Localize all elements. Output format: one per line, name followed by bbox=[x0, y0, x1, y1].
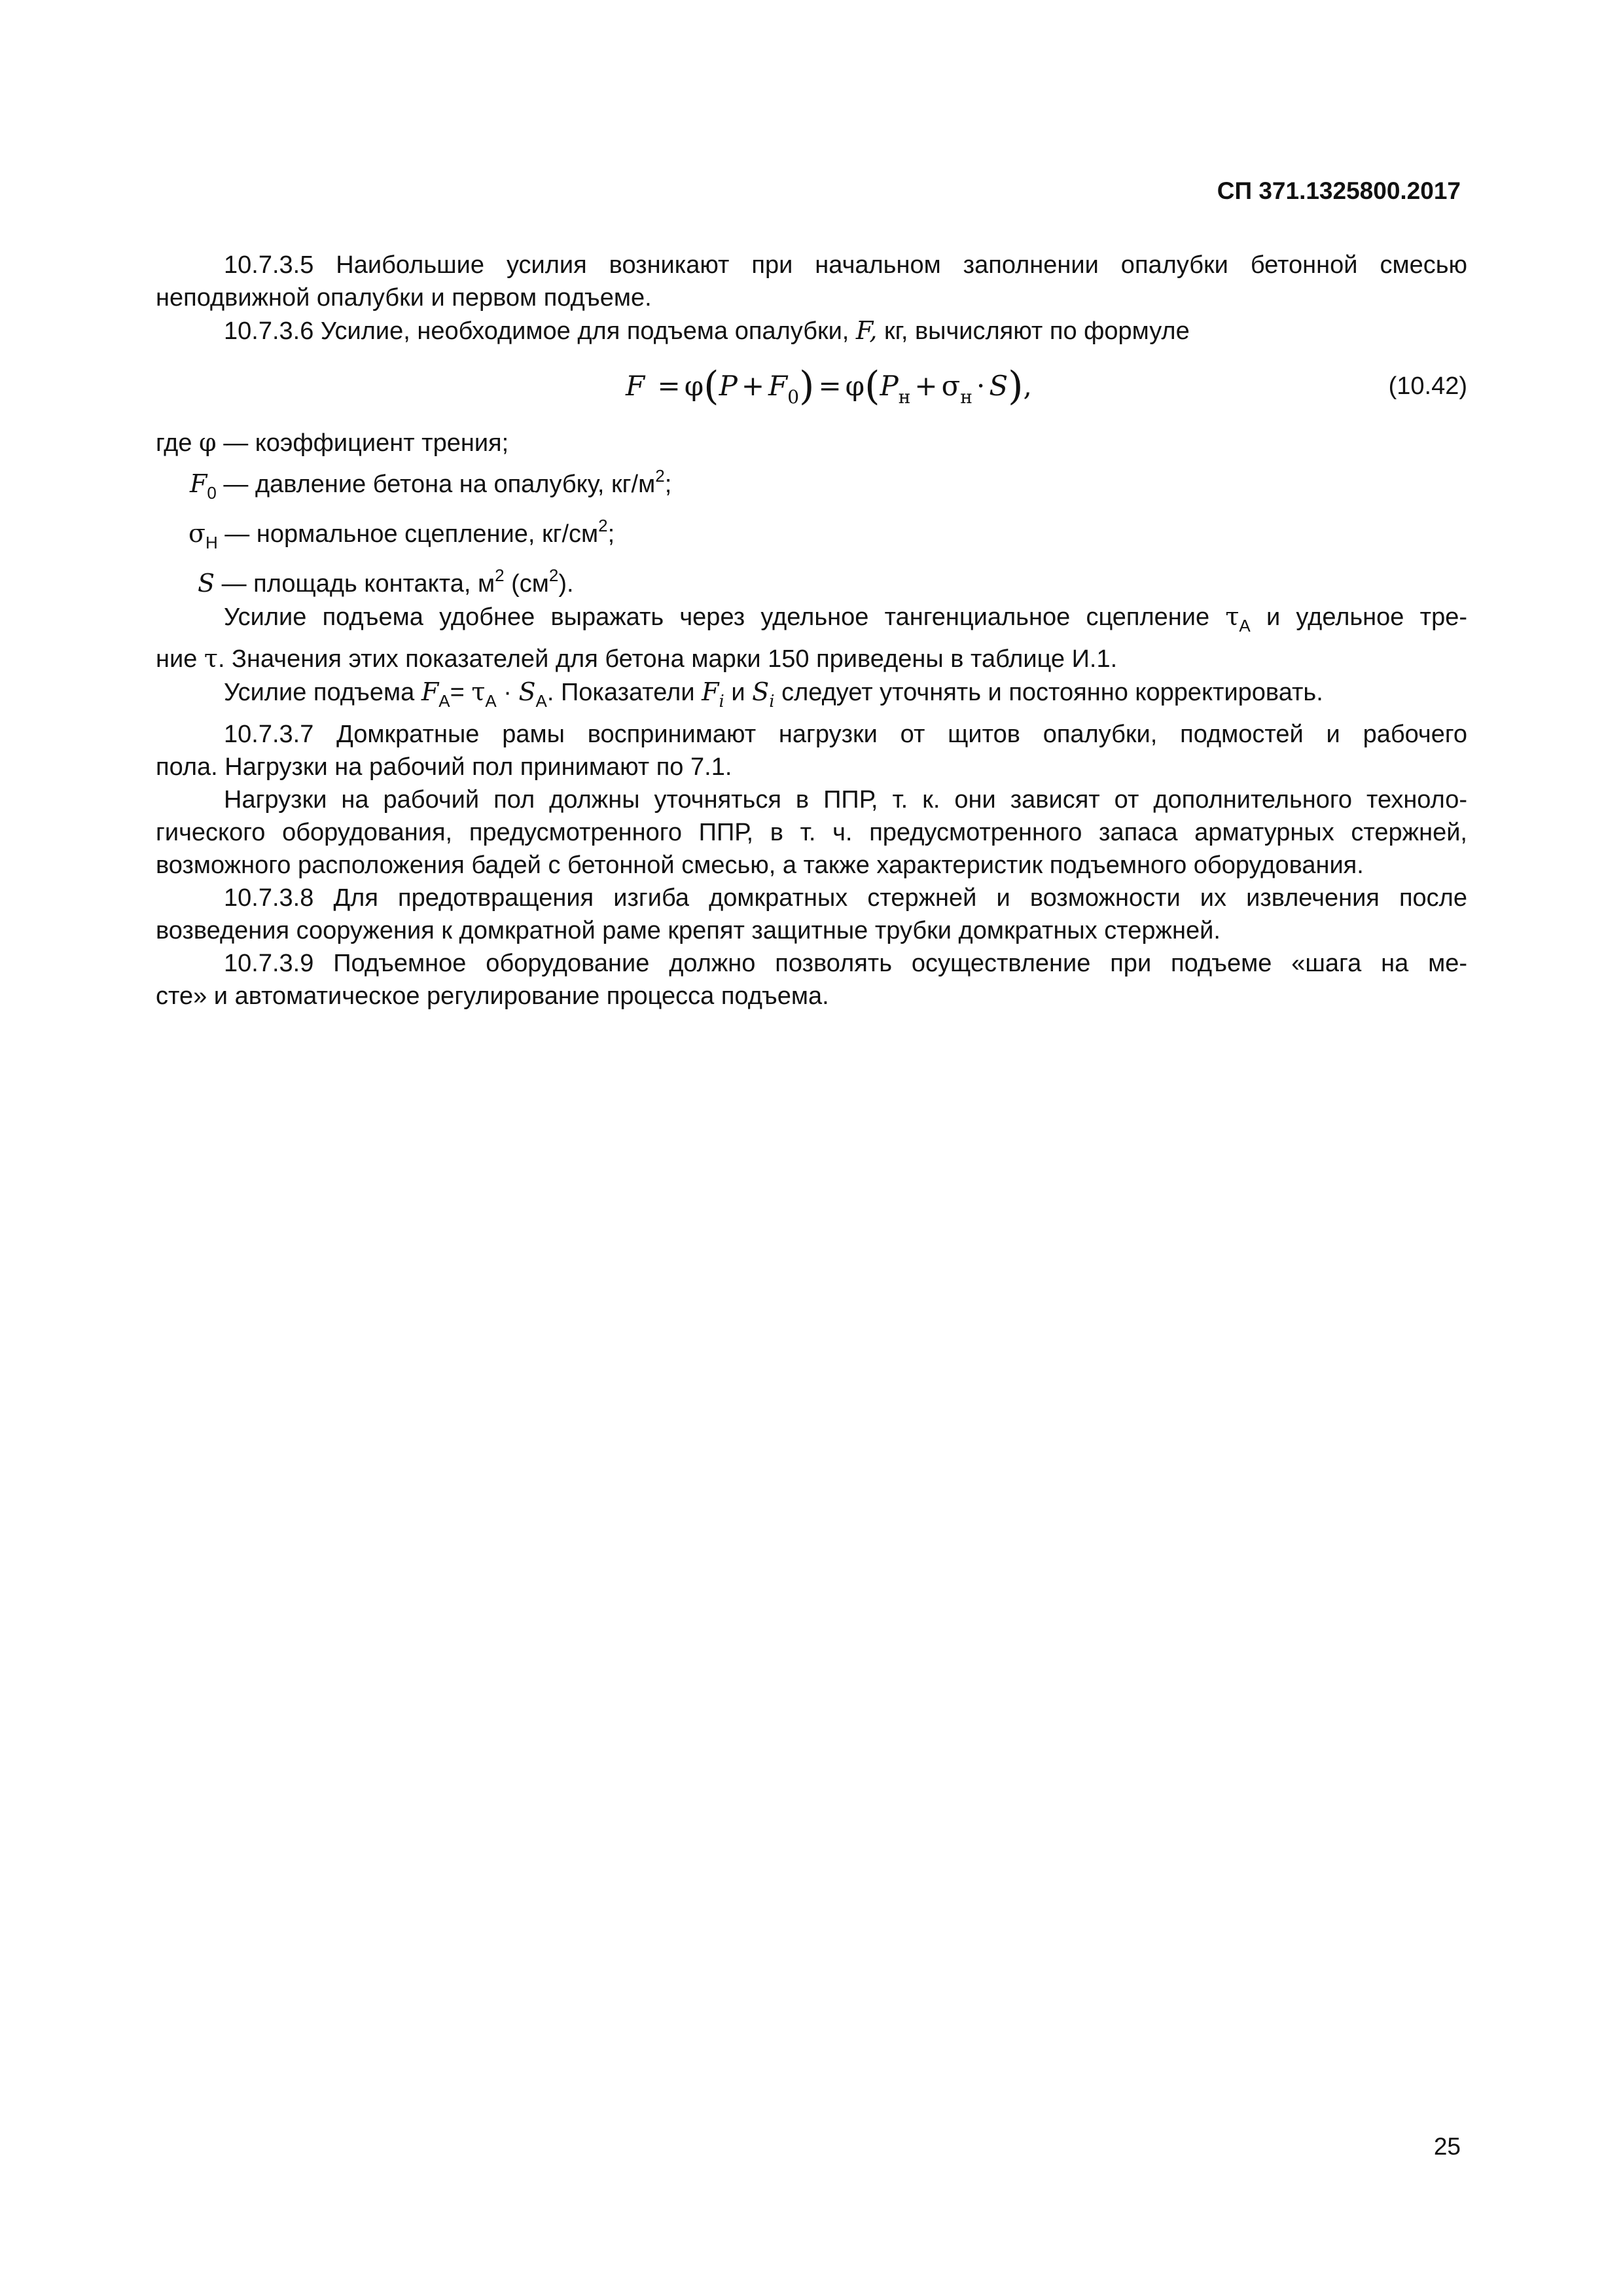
paragraph-text: и bbox=[724, 679, 753, 706]
paragraph-10-7-3-7-line1: 10.7.3.7 Домкратные рамы воспринимают нагрузки от щитов опалубки, подмостей и рабочего bbox=[224, 721, 1467, 748]
subscript: А bbox=[1239, 616, 1251, 636]
formula-dot: · bbox=[976, 370, 986, 402]
formula-paren: ( bbox=[865, 363, 880, 409]
paragraph-10-7-3-5-line1: 10.7.3.5 Наибольшие усилия возникают при начальном заполнении опалубки бетонной смесью bbox=[224, 251, 1467, 279]
formula-phi: φ bbox=[845, 370, 865, 402]
symbol-tau: τ bbox=[471, 677, 486, 706]
definition-text: (см bbox=[504, 570, 549, 598]
paragraph-text: . Значения этих показателей для бетона марки 150 приведены в таблице И.1. bbox=[217, 645, 1118, 673]
paragraph-10-7-3-9-line1: 10.7.3.9 Подъемное оборудование должно позволять осуществление при подъеме «шага на ме- bbox=[224, 950, 1467, 977]
formula-paren: ) bbox=[1008, 363, 1024, 409]
paragraph-lifting-force-line2 bbox=[156, 642, 1467, 675]
formula-p: P bbox=[719, 370, 738, 402]
subscript: i bbox=[719, 692, 724, 711]
symbol-s: S bbox=[198, 569, 215, 598]
paragraph-10-7-3-6 bbox=[156, 314, 1467, 348]
formula-equals: = bbox=[657, 370, 681, 402]
formula-10-42 bbox=[626, 363, 1032, 414]
definition-text: — коэффициент трения; bbox=[216, 429, 509, 457]
superscript: 2 bbox=[655, 466, 665, 486]
definition-text: ). bbox=[558, 570, 574, 598]
definition-phi bbox=[156, 426, 1467, 459]
formula-plus: + bbox=[741, 370, 765, 402]
definition-text: ; bbox=[607, 520, 615, 548]
formula-row bbox=[156, 348, 1467, 426]
paragraph-10-7-3-7-line2: пола. Нагрузки на рабочий пол принимают по 7.1. bbox=[156, 753, 732, 781]
superscript: 2 bbox=[495, 565, 505, 585]
formula-paren: ( bbox=[704, 363, 719, 409]
symbol-phi: φ bbox=[199, 428, 217, 457]
subscript: А bbox=[535, 691, 547, 711]
paragraph-text: Усилие подъема bbox=[224, 679, 421, 706]
document-code-header: СП 371.1325800.2017 bbox=[1217, 177, 1461, 204]
definition-f0 bbox=[156, 459, 1467, 509]
formula-phi: φ bbox=[684, 370, 704, 402]
paragraph-work-floor-line1: Нагрузки на рабочий пол должны уточняться в ППР, т. к. они зависят от дополнительного техноло- bbox=[224, 786, 1467, 814]
symbol-tau: τ bbox=[1225, 602, 1240, 631]
paragraph-10-7-3-8-line1: 10.7.3.8 Для предотвращения изгиба домкратных стержней и возможности их извлечения после bbox=[224, 884, 1467, 912]
symbol-f: F bbox=[190, 469, 207, 498]
formula-sigma: σ bbox=[941, 370, 961, 402]
paragraph-lifting-force-formula bbox=[156, 675, 1467, 718]
paragraph-text: кг, вычисляют по формуле bbox=[877, 317, 1190, 345]
paragraph-text: · bbox=[496, 679, 519, 706]
symbol-f: F bbox=[702, 677, 719, 706]
paragraph-work-floor-line2: гического оборудования, предусмотренного ППР, в т. ч. предусмотренного запаса арматурных стержней, bbox=[156, 819, 1467, 846]
paragraph-text: следует уточнять и постоянно корректировать. bbox=[774, 679, 1323, 706]
subscript: 0 bbox=[207, 483, 217, 503]
paragraph-10-7-3-9-line2: сте» и автоматическое регулирование процесса подъема. bbox=[156, 982, 829, 1010]
formula-lhs: F bbox=[626, 370, 645, 402]
page-number: 25 bbox=[1433, 2133, 1461, 2160]
symbol-f: F bbox=[421, 677, 439, 706]
formula-subscript: н bbox=[960, 386, 972, 408]
definition-text: где bbox=[156, 429, 200, 457]
paragraph-work-floor-line3: возможного расположения бадей с бетонной смесью, а также характеристик подъемного оборудования. bbox=[156, 852, 1364, 879]
subscript: i bbox=[769, 692, 775, 711]
formula-subscript: н bbox=[898, 386, 911, 408]
paragraph-text: ние bbox=[156, 645, 204, 673]
symbol-tau: τ bbox=[204, 644, 218, 673]
superscript: 2 bbox=[548, 565, 559, 585]
paragraph-lifting-force-line1 bbox=[156, 600, 1467, 642]
formula-f: F bbox=[768, 370, 788, 402]
subscript: А bbox=[485, 691, 497, 711]
symbol-sigma: σ bbox=[188, 519, 205, 548]
formula-p: P bbox=[880, 370, 899, 402]
definition-sigma bbox=[156, 509, 1467, 559]
paragraph-text: . Показатели bbox=[546, 679, 702, 706]
definition-text: — давление бетона на опалубку, кг/м bbox=[216, 471, 656, 498]
definition-text: — площадь контакта, м bbox=[215, 570, 495, 598]
paragraph-text: Усилие подъема удобнее выражать через удельное тангенциальное сцепление bbox=[224, 603, 1226, 631]
symbol-f: F, bbox=[855, 316, 878, 345]
document-body bbox=[156, 249, 1467, 1013]
symbol-s: S bbox=[752, 677, 770, 706]
paragraph-text: и удельное тре- bbox=[1250, 603, 1467, 631]
symbol-s: S bbox=[518, 677, 536, 706]
definition-text: ; bbox=[664, 471, 672, 498]
formula-paren: ) bbox=[799, 363, 815, 409]
paragraph-10-7-3-5-line2: неподвижной опалубки и первом подъеме. bbox=[156, 284, 652, 312]
subscript: Н bbox=[205, 533, 218, 552]
paragraph-text: 10.7.3.6 Усилие, необходимое для подъема опалубки, bbox=[224, 317, 856, 345]
formula-equals: = bbox=[818, 370, 842, 402]
paragraph-text: = bbox=[450, 679, 472, 706]
definition-text: — нормальное сцепление, кг/см bbox=[217, 520, 599, 548]
formula-s: S bbox=[989, 370, 1008, 402]
paragraph-10-7-3-8-line2: возведения сооружения к домкратной раме крепят защитные трубки домкратных стержней. bbox=[156, 917, 1221, 944]
formula-number: (10.42) bbox=[1388, 372, 1467, 400]
formula-subscript: 0 bbox=[787, 386, 800, 408]
definition-s bbox=[156, 559, 1467, 600]
subscript: А bbox=[438, 691, 450, 711]
formula-comma: , bbox=[1023, 370, 1032, 402]
formula-plus: + bbox=[914, 370, 938, 402]
superscript: 2 bbox=[598, 516, 608, 535]
